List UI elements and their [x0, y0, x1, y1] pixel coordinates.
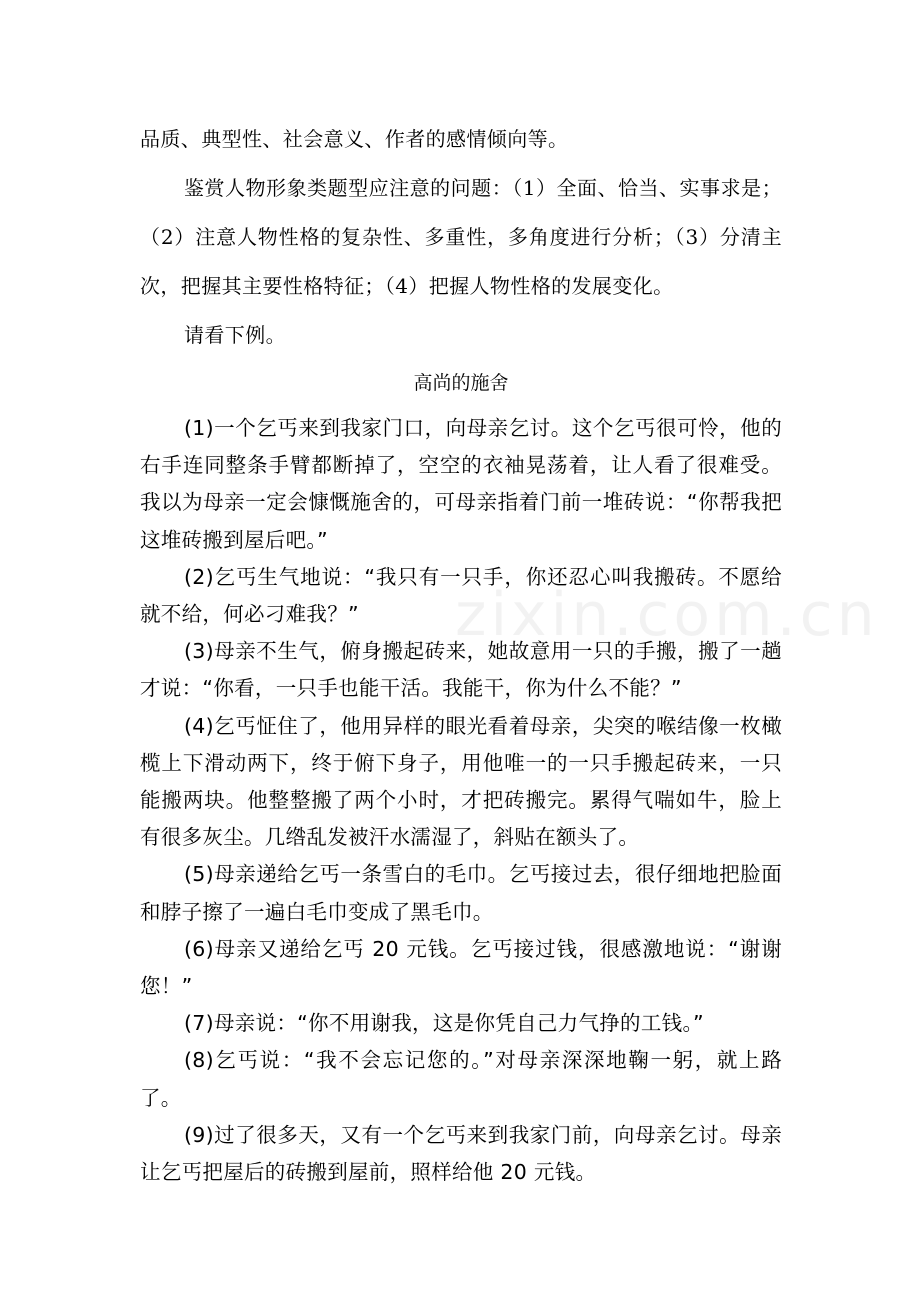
- article-title: 高尚的施舍: [413, 372, 509, 394]
- article-paragraph-6: (6)母亲又递给乞丐 20 元钱。乞丐接过钱，很感激地说：“谢谢您！”: [140, 936, 782, 999]
- article-paragraph-5: (5)母亲递给乞丐一条雪白的毛巾。乞丐接过去，很仔细地把脸面和脖子擦了一遍白毛巾变成了黑毛巾。: [140, 862, 782, 924]
- article-paragraph-8: (8)乞丐说：“我不会忘记您的。”对母亲深深地鞠一躬，就上路了。: [140, 1048, 782, 1110]
- article-paragraph-2: (2)乞丐生气地说：“我只有一只手，你还忍心叫我搬砖。不愿给就不给，何必刁难我？”: [140, 564, 782, 627]
- article-paragraph-9: (9)过了很多天，又有一个乞丐来到我家门前，向母亲乞讨。母亲让乞丐把屋后的砖搬到屋前，照样给他 20 元钱。: [140, 1122, 782, 1185]
- watermark-text: zixin.com.cn: [455, 580, 879, 650]
- appreciation-notes: 鉴赏人物形象类题型应注意的问题：（1）全面、恰当、实事求是；（2）注意人物性格的复杂性、多重性，多角度进行分析；（3）分清主次，把握其主要性格特征；（4）把握人物性格的发展变化。: [140, 176, 782, 298]
- article-paragraph-3: (3)母亲不生气，俯身搬起砖来，她故意用一只的手搬，搬了一趟才说：“你看，一只手也能干活。我能干，你为什么不能？”: [140, 639, 782, 701]
- intro-continuation: 品质、典型性、社会意义、作者的感情倾向等。: [140, 127, 569, 151]
- article-paragraph-7: (7)母亲说：“你不用谢我，这是你凭自己力气挣的工钱。”: [184, 1011, 704, 1036]
- example-prompt: 请看下例。: [184, 323, 286, 347]
- article-paragraph-1: (1)一个乞丐来到我家门口，向母亲乞讨。这个乞丐很可怜，他的右手连同整条手臂都断掉了，空空的衣袖晃荡着，让人看了很难受。我以为母亲一定会慷慨施舍的，可母亲指着门前一堆砖说：“你帮我把这堆砖搬到屋后吧。”: [140, 416, 782, 552]
- article-paragraph-4: (4)乞丐怔住了，他用异样的眼光看着母亲，尖突的喉结像一枚橄榄上下滑动两下，终于俯下身子，用他唯一的一只手搬起砖来，一只能搬两块。他整整搬了两个小时，才把砖搬完。累得气喘如牛，脸上有很多灰尘。几绺乱发被汗水濡湿了，斜贴在额头了。: [140, 713, 782, 850]
- article-body: [140, 410, 782, 1191]
- page-content: [140, 115, 782, 1191]
